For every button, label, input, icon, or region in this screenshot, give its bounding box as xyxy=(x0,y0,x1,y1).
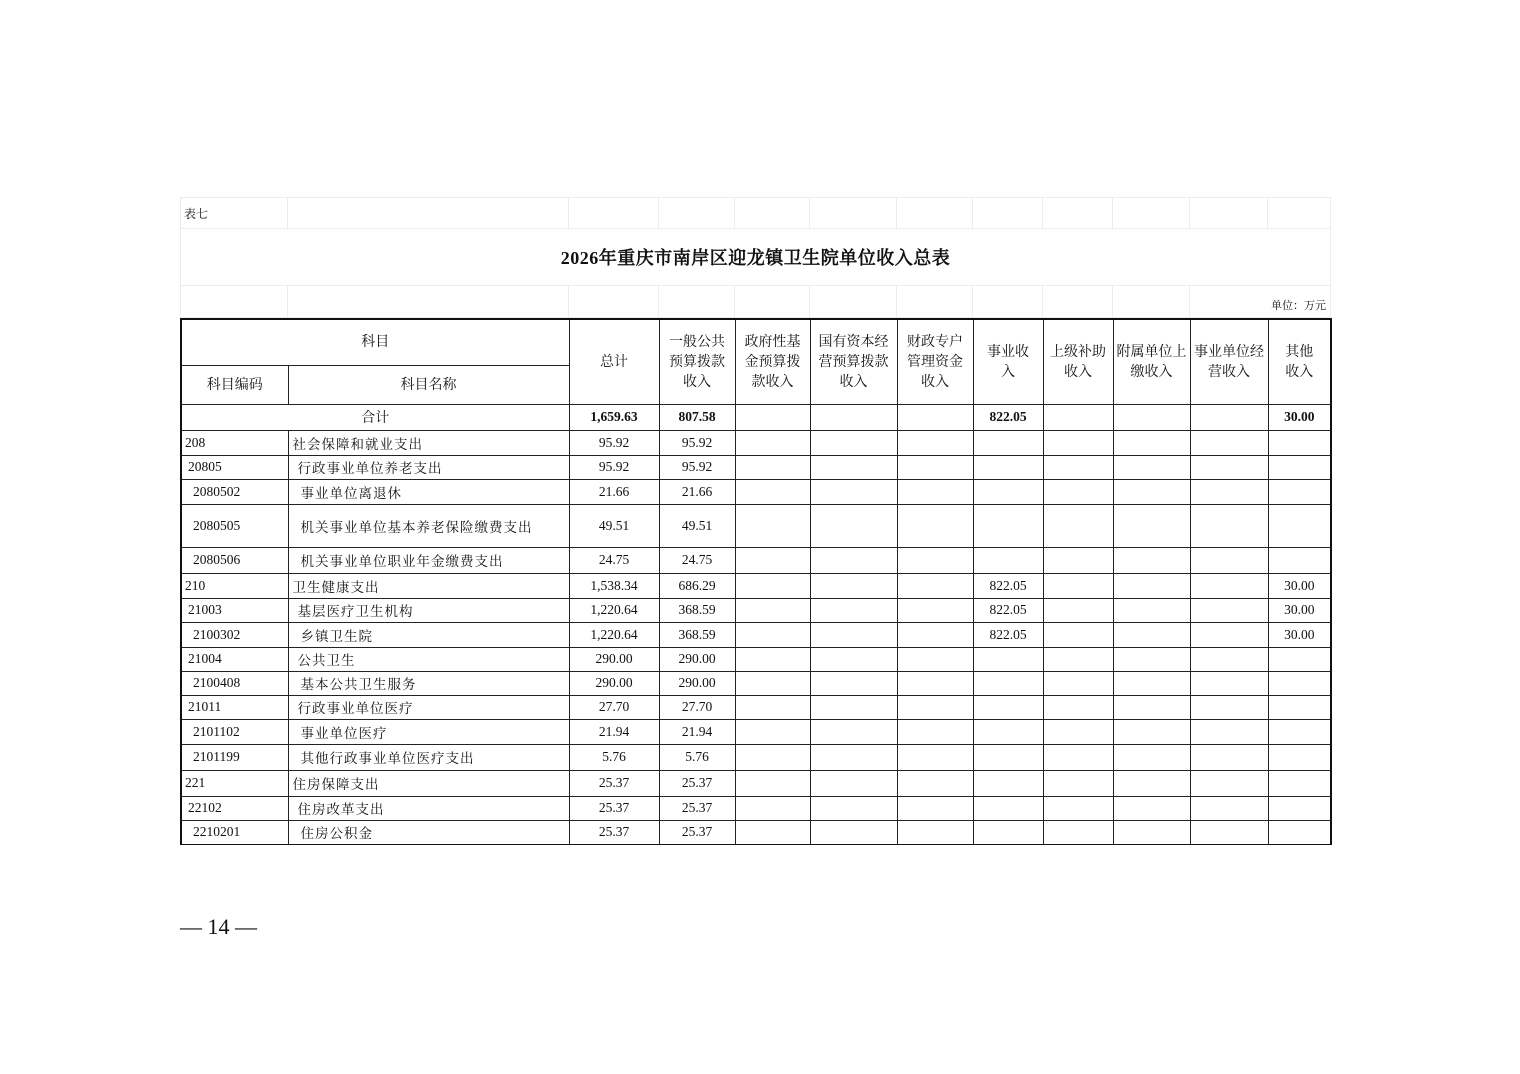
empty-cell xyxy=(1043,622,1113,647)
total-cell: 21.66 xyxy=(569,479,659,504)
general-budget-cell: 368.59 xyxy=(659,622,735,647)
empty-cell xyxy=(1043,455,1113,479)
empty-cell xyxy=(897,598,973,622)
header-gov-fund: 政府性基金预算拨款收入 xyxy=(735,319,810,404)
general-budget-cell: 686.29 xyxy=(659,573,735,598)
empty-cell xyxy=(810,598,897,622)
business-income-cell xyxy=(973,719,1043,744)
name-cell: 事业单位医疗 xyxy=(288,719,569,744)
header-superior-subsidy: 上级补助收入 xyxy=(1043,319,1113,404)
total-label: 合计 xyxy=(181,404,569,430)
other-income-cell xyxy=(1268,647,1331,671)
name-cell: 行政事业单位医疗 xyxy=(288,695,569,719)
general-budget-cell: 24.75 xyxy=(659,547,735,573)
empty-cell xyxy=(1190,479,1268,504)
total-cell: 1,659.63 xyxy=(569,404,659,430)
name-cell: 基层医疗卫生机构 xyxy=(288,598,569,622)
business-income-cell xyxy=(973,504,1043,547)
empty-cell xyxy=(735,671,810,695)
empty-cell xyxy=(897,770,973,796)
header-total: 总计 xyxy=(569,319,659,404)
business-income-cell: 822.05 xyxy=(973,598,1043,622)
empty-cell xyxy=(1043,796,1113,820)
empty-cell xyxy=(1043,504,1113,547)
empty-cell xyxy=(897,647,973,671)
empty-cell xyxy=(1113,598,1190,622)
table-label: 表七 xyxy=(181,198,288,229)
total-cell: 25.37 xyxy=(569,796,659,820)
table-row xyxy=(181,744,1331,770)
total-cell: 1,220.64 xyxy=(569,598,659,622)
empty-cell xyxy=(1043,647,1113,671)
empty-cell xyxy=(810,504,897,547)
business-income-cell: 822.05 xyxy=(973,573,1043,598)
code-cell: 20805 xyxy=(181,455,288,479)
code-cell: 208 xyxy=(181,430,288,455)
empty-cell xyxy=(1113,622,1190,647)
empty-cell xyxy=(1043,479,1113,504)
total-cell: 49.51 xyxy=(569,504,659,547)
name-cell: 行政事业单位养老支出 xyxy=(288,455,569,479)
empty-cell xyxy=(897,479,973,504)
total-cell: 25.37 xyxy=(569,820,659,844)
other-income-cell xyxy=(1268,695,1331,719)
business-income-cell xyxy=(973,796,1043,820)
name-cell: 机关事业单位职业年金缴费支出 xyxy=(288,547,569,573)
empty-cell xyxy=(735,695,810,719)
total-cell: 290.00 xyxy=(569,671,659,695)
empty-cell xyxy=(810,770,897,796)
other-income-cell xyxy=(1268,770,1331,796)
empty-cell xyxy=(810,573,897,598)
empty-cell xyxy=(1190,796,1268,820)
table-row xyxy=(181,430,1331,455)
empty-cell xyxy=(1113,770,1190,796)
empty-cell xyxy=(897,455,973,479)
empty-cell xyxy=(1190,622,1268,647)
empty-cell xyxy=(810,744,897,770)
total-cell: 21.94 xyxy=(569,719,659,744)
empty-cell xyxy=(897,796,973,820)
general-budget-cell: 21.94 xyxy=(659,719,735,744)
empty-cell xyxy=(1190,573,1268,598)
empty-cell xyxy=(735,744,810,770)
other-income-cell xyxy=(1268,455,1331,479)
other-income-cell xyxy=(1268,796,1331,820)
empty-cell xyxy=(810,455,897,479)
business-income-cell: 822.05 xyxy=(973,622,1043,647)
empty-cell xyxy=(810,695,897,719)
empty-cell xyxy=(1043,719,1113,744)
total-cell: 27.70 xyxy=(569,695,659,719)
empty-cell xyxy=(1190,455,1268,479)
empty-cell xyxy=(1043,744,1113,770)
empty-cell xyxy=(897,695,973,719)
empty-cell xyxy=(1113,671,1190,695)
empty-cell xyxy=(1190,744,1268,770)
general-budget-cell: 21.66 xyxy=(659,479,735,504)
business-income-cell xyxy=(973,744,1043,770)
table-row xyxy=(181,719,1331,744)
empty-cell xyxy=(897,719,973,744)
header-operating: 事业单位经营收入 xyxy=(1190,319,1268,404)
empty-cell xyxy=(897,573,973,598)
name-cell: 公共卫生 xyxy=(288,647,569,671)
name-cell: 机关事业单位基本养老保险缴费支出 xyxy=(288,504,569,547)
empty-cell xyxy=(1190,430,1268,455)
empty-cell xyxy=(1113,479,1190,504)
empty-cell xyxy=(735,820,810,844)
empty-cell xyxy=(735,598,810,622)
general-budget-cell: 368.59 xyxy=(659,598,735,622)
other-income-cell xyxy=(1268,430,1331,455)
other-income-cell xyxy=(1268,479,1331,504)
income-table xyxy=(180,318,1332,845)
unit-label: 单位：万元 xyxy=(1190,286,1331,318)
total-cell: 25.37 xyxy=(569,770,659,796)
name-cell: 卫生健康支出 xyxy=(288,573,569,598)
code-cell: 21011 xyxy=(181,695,288,719)
header-code: 科目编码 xyxy=(181,365,288,404)
business-income-cell xyxy=(973,770,1043,796)
general-budget-cell: 807.58 xyxy=(659,404,735,430)
empty-cell xyxy=(735,647,810,671)
table-title: 2026年重庆市南岸区迎龙镇卫生院单位收入总表 xyxy=(181,229,1331,286)
general-budget-cell: 290.00 xyxy=(659,647,735,671)
code-cell: 210 xyxy=(181,573,288,598)
empty-cell xyxy=(897,547,973,573)
table-row xyxy=(181,455,1331,479)
empty-cell xyxy=(1043,547,1113,573)
code-cell: 2210201 xyxy=(181,820,288,844)
table-row-total xyxy=(181,404,1331,430)
empty-cell xyxy=(810,622,897,647)
general-budget-cell: 25.37 xyxy=(659,770,735,796)
empty-cell xyxy=(1190,647,1268,671)
other-income-cell: 30.00 xyxy=(1268,404,1331,430)
empty-cell xyxy=(1113,719,1190,744)
empty-cell xyxy=(735,430,810,455)
empty-cell xyxy=(1043,671,1113,695)
business-income-cell xyxy=(973,455,1043,479)
empty-cell xyxy=(1113,647,1190,671)
empty-cell xyxy=(810,647,897,671)
empty-cell xyxy=(735,770,810,796)
table-row xyxy=(181,504,1331,547)
empty-cell xyxy=(810,671,897,695)
empty-cell xyxy=(1190,598,1268,622)
empty-cell xyxy=(1190,504,1268,547)
table-row xyxy=(181,695,1331,719)
code-cell: 221 xyxy=(181,770,288,796)
general-budget-cell: 49.51 xyxy=(659,504,735,547)
empty-cell xyxy=(1043,598,1113,622)
empty-cell xyxy=(897,744,973,770)
general-budget-cell: 25.37 xyxy=(659,820,735,844)
table-row xyxy=(181,622,1331,647)
header-business-income: 事业收入 xyxy=(973,319,1043,404)
name-cell: 乡镇卫生院 xyxy=(288,622,569,647)
other-income-cell xyxy=(1268,820,1331,844)
empty-cell xyxy=(1113,695,1190,719)
total-cell: 95.92 xyxy=(569,430,659,455)
empty-cell xyxy=(810,547,897,573)
empty-cell xyxy=(735,622,810,647)
code-cell: 2080506 xyxy=(181,547,288,573)
code-cell: 2080505 xyxy=(181,504,288,547)
empty-cell xyxy=(810,820,897,844)
empty-cell xyxy=(810,479,897,504)
other-income-cell xyxy=(1268,547,1331,573)
general-budget-cell: 95.92 xyxy=(659,430,735,455)
empty-cell xyxy=(897,504,973,547)
business-income-cell xyxy=(973,671,1043,695)
empty-cell xyxy=(1113,573,1190,598)
table-row xyxy=(181,598,1331,622)
empty-cell xyxy=(1113,796,1190,820)
table-row xyxy=(181,573,1331,598)
total-cell: 1,538.34 xyxy=(569,573,659,598)
header-general-budget: 一般公共预算拨款收入 xyxy=(659,319,735,404)
empty-cell xyxy=(735,573,810,598)
code-cell: 2080502 xyxy=(181,479,288,504)
name-cell: 事业单位离退休 xyxy=(288,479,569,504)
table-row xyxy=(181,479,1331,504)
name-cell: 基本公共卫生服务 xyxy=(288,671,569,695)
header-special-fund: 财政专户管理资金收入 xyxy=(897,319,973,404)
total-cell: 1,220.64 xyxy=(569,622,659,647)
name-cell: 住房保障支出 xyxy=(288,770,569,796)
total-cell: 24.75 xyxy=(569,547,659,573)
table-row xyxy=(181,647,1331,671)
code-cell: 2101102 xyxy=(181,719,288,744)
table-row xyxy=(181,671,1331,695)
code-cell: 2100302 xyxy=(181,622,288,647)
table-row xyxy=(181,770,1331,796)
income-summary-sheet xyxy=(180,197,1330,845)
empty-cell xyxy=(1043,430,1113,455)
empty-cell xyxy=(897,671,973,695)
total-cell: 290.00 xyxy=(569,647,659,671)
header-affiliated: 附属单位上缴收入 xyxy=(1113,319,1190,404)
code-cell: 2100408 xyxy=(181,671,288,695)
empty-cell xyxy=(810,430,897,455)
empty-cell xyxy=(897,622,973,647)
name-cell: 其他行政事业单位医疗支出 xyxy=(288,744,569,770)
business-income-cell xyxy=(973,695,1043,719)
empty-cell xyxy=(1113,820,1190,844)
code-cell: 21003 xyxy=(181,598,288,622)
empty-cell xyxy=(1113,430,1190,455)
other-income-cell xyxy=(1268,719,1331,744)
header-state-capital: 国有资本经营预算拨款收入 xyxy=(810,319,897,404)
name-cell: 住房改革支出 xyxy=(288,796,569,820)
table-row xyxy=(181,547,1331,573)
other-income-cell: 30.00 xyxy=(1268,598,1331,622)
general-budget-cell: 25.37 xyxy=(659,796,735,820)
general-budget-cell: 95.92 xyxy=(659,455,735,479)
empty-cell xyxy=(735,547,810,573)
header-subject: 科目 xyxy=(181,319,569,365)
empty-cell xyxy=(1113,504,1190,547)
empty-cell xyxy=(735,719,810,744)
empty-cell xyxy=(1043,820,1113,844)
empty-cell xyxy=(735,796,810,820)
business-income-cell xyxy=(973,647,1043,671)
general-budget-cell: 27.70 xyxy=(659,695,735,719)
empty-cell xyxy=(1113,455,1190,479)
code-cell: 2101199 xyxy=(181,744,288,770)
total-cell: 95.92 xyxy=(569,455,659,479)
empty-cell xyxy=(1190,719,1268,744)
name-cell: 社会保障和就业支出 xyxy=(288,430,569,455)
empty-cell xyxy=(735,455,810,479)
empty-cell xyxy=(897,430,973,455)
empty-cell xyxy=(1190,695,1268,719)
empty-cell xyxy=(735,479,810,504)
other-income-cell xyxy=(1268,504,1331,547)
empty-cell xyxy=(1043,573,1113,598)
empty-cell xyxy=(1043,770,1113,796)
other-income-cell: 30.00 xyxy=(1268,622,1331,647)
code-cell: 21004 xyxy=(181,647,288,671)
header-name: 科目名称 xyxy=(288,365,569,404)
empty-cell xyxy=(810,719,897,744)
table-row xyxy=(181,796,1331,820)
empty-cell xyxy=(1043,695,1113,719)
code-cell: 22102 xyxy=(181,796,288,820)
table-row xyxy=(181,820,1331,844)
general-budget-cell: 5.76 xyxy=(659,744,735,770)
business-income-cell xyxy=(973,430,1043,455)
total-cell: 5.76 xyxy=(569,744,659,770)
page-number: — 14 — xyxy=(180,914,257,939)
business-income-cell: 822.05 xyxy=(973,404,1043,430)
name-cell: 住房公积金 xyxy=(288,820,569,844)
empty-cell xyxy=(1190,547,1268,573)
empty-cell xyxy=(1190,770,1268,796)
empty-cell xyxy=(735,504,810,547)
header-other: 其他收入 xyxy=(1268,319,1331,404)
empty-cell xyxy=(1190,820,1268,844)
empty-cell xyxy=(1190,671,1268,695)
business-income-cell xyxy=(973,820,1043,844)
business-income-cell xyxy=(973,547,1043,573)
sheet-heading-table xyxy=(180,197,1331,318)
empty-cell xyxy=(1113,547,1190,573)
general-budget-cell: 290.00 xyxy=(659,671,735,695)
other-income-cell xyxy=(1268,744,1331,770)
business-income-cell xyxy=(973,479,1043,504)
other-income-cell xyxy=(1268,671,1331,695)
other-income-cell: 30.00 xyxy=(1268,573,1331,598)
empty-cell xyxy=(897,820,973,844)
empty-cell xyxy=(810,796,897,820)
empty-cell xyxy=(1113,744,1190,770)
